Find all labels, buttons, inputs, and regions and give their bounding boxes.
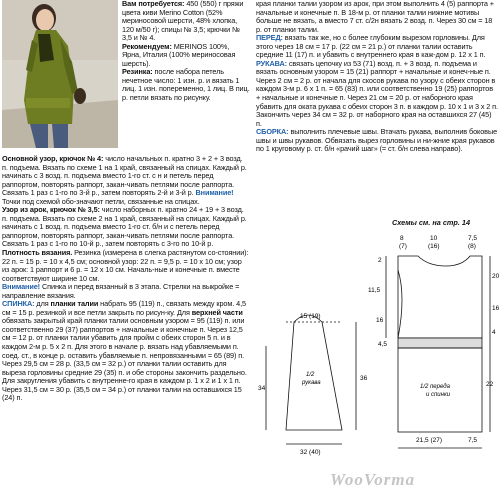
gauge-text: Резинка (измерена в слегка растянутом со-стоянии): 22 п. = 15 р. = 10 х 4,5 см; основной узор: 22 п. = 9,5 р. = 10 х 10 см; узор из арок: 1 раппорт и 6 р. = 12 х 10 см. Началь-ные и конечные п. вместе соответствуют ширине 10 см. <box>2 248 249 283</box>
body-side-width-label: 7,5 <box>468 437 478 444</box>
front-label: ПЕРЕД: <box>256 33 283 43</box>
materials-paragraph <box>122 0 250 43</box>
sleeve-height-label: 36 <box>360 375 368 382</box>
shoulder-alt-label: (7) <box>399 243 407 250</box>
front-text: вязать так же, но с более глубоким вырезом горловины. Для этого через 18 см = 17 р. (22 см = 21 р.) от планки талии оставить средние 11 (17) п. и убавить с внутреннего края в каж-дом р. 12 х 1 п. <box>256 33 486 60</box>
back-label: СПИНКА: <box>2 299 35 309</box>
arches-continuation-text: края планки талии узором из арок, при этом выполнить 4 (5) раппорта + начальные и конечные п. В 18-м р. от планки талии нижние мотивы больше не вязать, а вместо 7 ст. с/2н вязать 2 возд. п. Через 30 см = 18 р. от планки талии. <box>256 0 494 34</box>
waist-band <box>398 338 482 348</box>
attention-text: Спинка и перед вязанный в 3 этапа. Стрелки на выкройке = направление вязания. <box>2 282 240 300</box>
lower-length-label: 22 <box>486 381 494 388</box>
materials-text: 450 (550) г пряжи цвета киви Merino Cotton (52% мериносовой шерсти, 48% хлопка, 120 м/50 г); спицы № 3,5; крючки № 3,5 и № 4. <box>122 0 244 43</box>
body-pattern <box>386 256 490 448</box>
assembly-label: СБОРКА: <box>256 127 289 137</box>
sleeve-title-2: рукава <box>302 380 321 386</box>
back-text-3: обвязать закрытый край планки талии основным узором = 95 (119) п. или соответственно 29 (37) раппортов + начальные и конечные п. Через 12,5 см = 12 р. от планки талии убавить для пройм с обеих сторон 5 п. и в каждом 2-м р. 5 х 2 п. Для этого в начале р. вязать над убавляемыми п. соед. ст., в конце р. оставить убавляемые п. непровязанными = 65 (89) п. Через 29,5 см = 28 р. (33,5 см = 32 р.) от планки талии оставить для выреза горловины средние 29 (35) п. и обе стороны закончить раздельно. Для закругления убавить с внутренне-го края в каждом р. 1 х 2 и 1 х 1 п. Через 31,5 см = 30 р. (35,5 см = 34 р.) от планки талии на оставшихся 15 (24) п. <box>2 316 247 403</box>
waist-height-label: 4,5 <box>378 341 388 348</box>
arch-pattern-paragraph <box>2 206 250 249</box>
sleeve-top-label: 15 (19) <box>300 313 321 320</box>
arch-pattern-label: Узор из арок, крючок № 3,5: <box>2 205 100 215</box>
sleeves-paragraph <box>256 60 498 128</box>
pattern-schematic <box>256 226 500 472</box>
back-text-2: набрать 95 (119) п., связать между кром. 4,5 см = 15 р. резинкой и все петли закрыть по рисун-ку. Для <box>2 299 246 317</box>
front-paragraph <box>256 34 498 60</box>
armhole-depth-label: 11,5 <box>368 287 381 294</box>
assembly-paragraph <box>256 128 498 154</box>
armhole-curve <box>398 270 402 338</box>
gauge-paragraph <box>2 249 250 283</box>
assembly-text: выполнить плечевые швы. Втачать рукава, выполнив боковые швы и швы рукавов. Обвязать вырез горловины и ни-жние края рукавов по 1 круговому р. ст. б/н «рачий шаг» (= ст. б/н слева направо). <box>256 127 498 154</box>
body-title-1: 1/2 переда <box>420 384 450 390</box>
small-right-label: 4 <box>492 329 496 336</box>
ribbing-label: Резинка: <box>122 67 153 77</box>
watermark: WooVorma <box>330 470 416 489</box>
sleeves-text: связать цепочку из 53 (71) возд. п. + 3 возд. п. подъема и вязать основным узором = 15 (21) раппорт + начальные и конеч-ные п. Через 2 см = 2 р. от начала для скосов рукава по узору с обеих сторон в каждом 3-м р. 6 х 1 п. = 65 (83) п. или соответственно 19 (25) раппортов + начальные и конечные п. Через 21 см = 20 р. от наборного края убавить для оката рукава с обеих сторон 3 п. в каждом р. 10 х 1 и 3 х 2 п. Закончить через 34 см = 32 р. от наборного края на оставшихся 27 (45) п. <box>256 58 498 128</box>
attention-note-2: Внимание! <box>2 282 41 292</box>
body-outline-upper <box>398 256 482 338</box>
shoulder-label: 8 <box>400 235 404 242</box>
main-pattern-label: Основной узор, крючок № 4: <box>2 154 104 163</box>
attention-note: Внимание! <box>193 188 234 198</box>
neck-label: 10 <box>430 235 438 242</box>
right-shoulder-alt-label: (8) <box>468 243 476 250</box>
recommend-paragraph <box>122 43 250 69</box>
model-photo <box>2 0 118 148</box>
gauge-label: Плотность вязания. <box>2 248 73 258</box>
upper-part-term: верхней части <box>191 307 243 317</box>
mid-right-label: 16 <box>492 305 500 312</box>
back-text-1: для <box>34 299 51 309</box>
sleeve-title-1: 1/2 <box>306 372 315 378</box>
arches-continuation-paragraph <box>256 0 498 34</box>
schema-reference: Схемы см. на стр. 14 <box>392 218 471 227</box>
sleeves-label: РУКАВА: <box>256 58 287 68</box>
recommend-label: Рекомендуем: <box>122 41 172 51</box>
arch-pattern-text: число наборных п. кратно 24 + 19 + 3 возд. п. подъема. Вязать по схеме 2 на 1 край, связанный на спицах. Каждый р. начинать с 1 возд. п. подъема вместо 1-го ст. б/н и с петель перед раппортом, повторять раппорт, закан-чивать петлями после раппорта. Связать 1 раз с 1-го по 10-й р., затем повторять с 3-го по 10-й р. <box>2 205 247 249</box>
neck-drop-label: 2 <box>378 257 382 264</box>
main-pattern-text: число начальных п. кратно 3 + 2 + 3 возд. п. подъема. Вязать по схеме 1 на 1 край, связанный на спицах. Каждый р. начинать с 3 возд. п. подъема вместо 1-го ст. с н и петель перед раппортом, повторять раппорт, закан-чивать петлями после раппорта. Связать 1 раз с 1-го по 3-й р., затем повторять 2-й и 3-й р. <box>2 154 247 198</box>
sleeve-side-label: 34 <box>258 385 266 392</box>
neck-alt-label: (16) <box>428 243 440 250</box>
main-instructions-column <box>2 155 250 403</box>
main-pattern-tail: Точки под схемой обо-значают петли, связанные на спицах. <box>2 196 200 206</box>
materials-label: Вам потребуется: <box>122 0 185 8</box>
side-length-label: 16 <box>376 317 384 324</box>
back-paragraph <box>2 300 250 403</box>
right-shoulder-label: 7,5 <box>468 235 478 242</box>
main-pattern-paragraph <box>2 155 250 206</box>
sleeve-bottom-label: 32 (40) <box>300 449 321 456</box>
upper-right-label: 20 <box>492 273 500 280</box>
body-width-label: 21,5 (27) <box>416 437 443 444</box>
body-title-2: и спинки <box>426 392 451 398</box>
body-lower <box>398 348 482 432</box>
ribbing-paragraph <box>122 68 250 102</box>
attention-paragraph <box>2 283 250 300</box>
waist-band-term: планки талии <box>50 299 99 309</box>
right-instructions-column <box>256 0 498 154</box>
recommend-text: MERINOS 100%, Ярна, Италия (100% мериносовая шерсть). <box>122 41 236 68</box>
ribbing-text: после набора петель нечетное число: 1 изн. р. и вязать 1 лиц. 1 изн. попеременно, 1 лиц. В пиц. р. петли вязать по рисунку. <box>122 67 250 103</box>
intro-column <box>122 0 250 103</box>
